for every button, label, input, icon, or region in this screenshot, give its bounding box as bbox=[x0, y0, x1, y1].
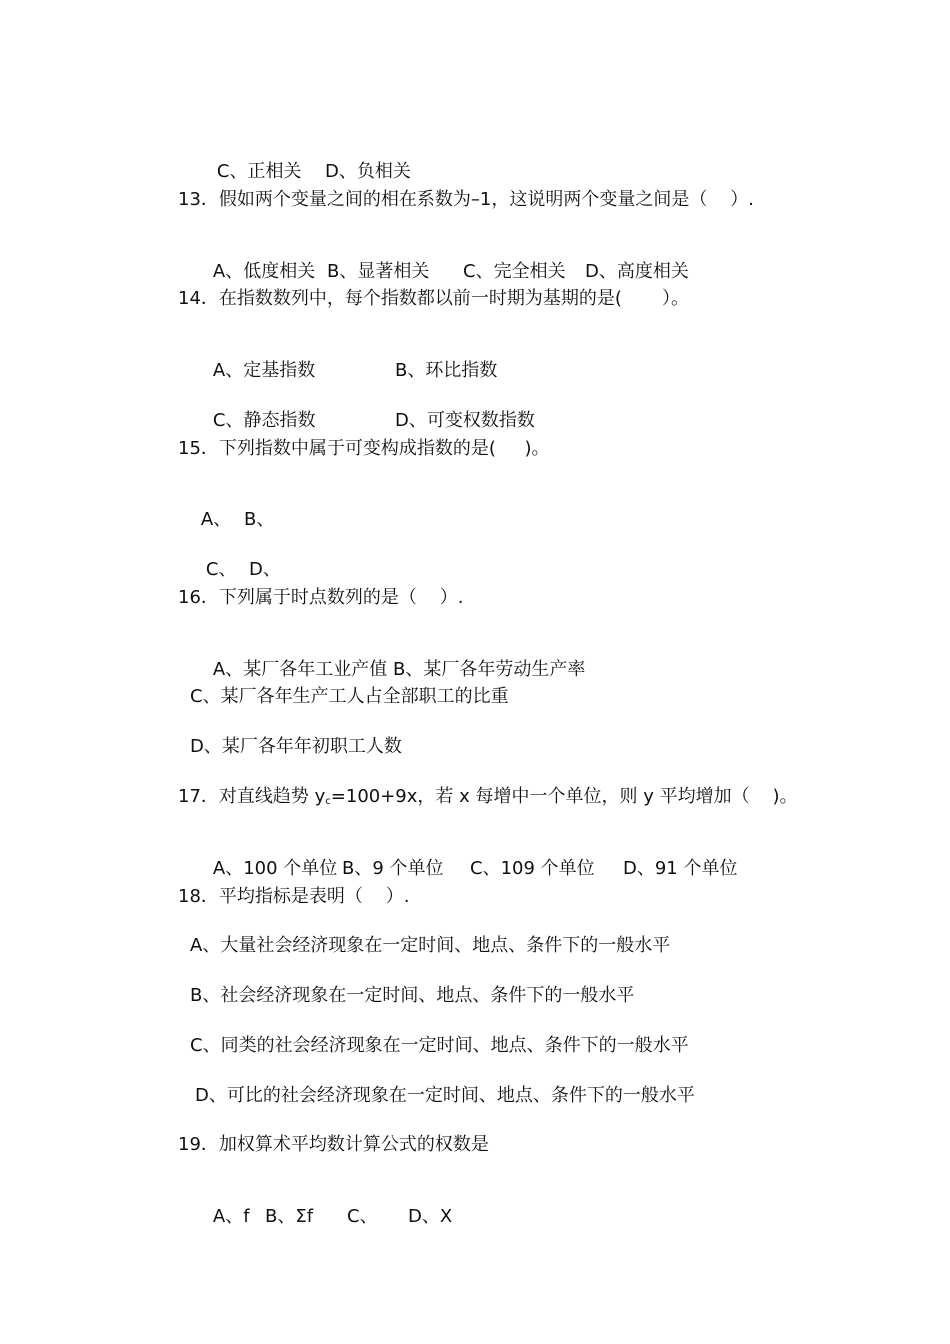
q18-option-d: D、可比的社会经济现象在一定时间、地点、条件下的一般水平 bbox=[195, 1085, 695, 1106]
q13-option-a: A、低度相关 bbox=[212, 261, 316, 282]
q13-stem: 13．假如两个变量之间的相在系数为–1，这说明两个变量之间是（ ）. bbox=[178, 189, 754, 210]
q15-stem: 15．下列指数中属于可变构成指数的是( )。 bbox=[178, 438, 550, 459]
q18-stem: 18．平均指标是表明（ ）. bbox=[178, 886, 410, 907]
q14-option-d: D、可变权数指数 bbox=[395, 410, 535, 431]
q19-stem: 19．加权算术平均数计算公式的权数是 bbox=[178, 1134, 489, 1155]
q12-option-c: C、正相关 bbox=[216, 161, 302, 182]
q18-option-b: B、社会经济现象在一定时间、地点、条件下的一般水平 bbox=[190, 985, 635, 1006]
q16-option-a: A、某厂各年工业产值 bbox=[212, 659, 388, 680]
q17-option-b: B、9 个单位 bbox=[342, 858, 444, 879]
q14-option-b: B、环比指数 bbox=[395, 360, 498, 381]
q17-stem-post: =100+9x，若 x 每增中一个单位，则 y 平均增加（ )。 bbox=[330, 786, 798, 807]
q17-option-d: D、91 个单位 bbox=[623, 858, 738, 879]
q14-option-a: A、定基指数 bbox=[212, 360, 316, 381]
q17-stem-pre: 17．对直线趋势 y bbox=[178, 786, 326, 807]
q18-option-c: C、同类的社会经济现象在一定时间、地点、条件下的一般水平 bbox=[190, 1035, 689, 1056]
q13-option-b: B、显著相关 bbox=[327, 261, 430, 282]
q15-option-b: B、 bbox=[244, 509, 275, 530]
q16-option-c: C、某厂各年生产工人占全部职工的比重 bbox=[190, 686, 509, 707]
q13-option-c: C、完全相关 bbox=[463, 261, 566, 282]
q17-option-a: A、100 个单位 bbox=[212, 858, 338, 879]
q16-option-d: D、某厂各年年初职工人数 bbox=[190, 736, 402, 757]
q15-option-d: D、 bbox=[249, 559, 281, 580]
q17-option-c: C、109 个单位 bbox=[470, 858, 595, 879]
q14-stem: 14．在指数数列中，每个指数都以前一时期为基期的是( ）。 bbox=[178, 288, 689, 309]
q19-option-c: C、 bbox=[347, 1206, 378, 1227]
q17-stem-subscript: c bbox=[325, 796, 331, 807]
q19-option-b: B、Σf bbox=[265, 1206, 314, 1227]
q14-option-c: C、静态指数 bbox=[212, 410, 316, 431]
q19-option-d: D、X bbox=[408, 1206, 453, 1227]
q16-stem: 16．下列属于时点数列的是（ ）. bbox=[178, 587, 464, 608]
q18-option-a: A、大量社会经济现象在一定时间、地点、条件下的一般水平 bbox=[190, 935, 671, 956]
q19-options bbox=[190, 1184, 453, 1250]
q12-option-d: D、负相关 bbox=[325, 161, 411, 182]
q15-option-c: C、 bbox=[205, 559, 237, 580]
q19-option-a: A、f bbox=[212, 1206, 250, 1227]
q15-option-a: A、 bbox=[200, 509, 232, 530]
q16-option-b: B、某厂各年劳动生产率 bbox=[393, 659, 586, 680]
q13-option-d: D、高度相关 bbox=[585, 261, 689, 282]
q17-stem bbox=[178, 786, 798, 813]
